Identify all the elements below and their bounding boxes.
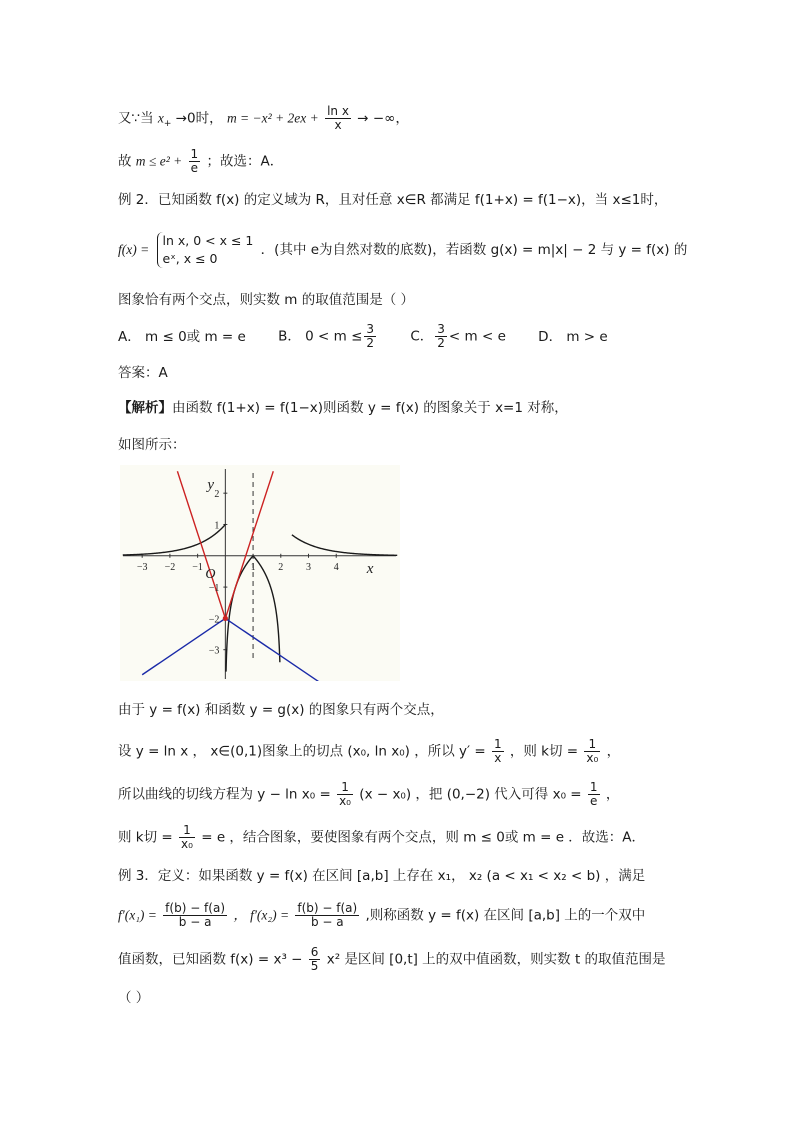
math-expression: f′(x₁) = bbox=[118, 907, 157, 923]
x-tick-label: 3 bbox=[306, 561, 312, 573]
text-line-13 bbox=[118, 824, 645, 851]
text-fragment: 例 3．定义：如果函数 y = f(x) 在区间 [a,b] 上存在 x₁， x₂ (a < x₁ < x₂ < b) ，满足 bbox=[118, 868, 646, 884]
text-line-1: 又∵当 $x_+ \to 0$时， m = −x² + 2ex + $\frac{\text{ln x}}{x}$ → −∞， bbox=[118, 104, 409, 132]
text-line-12 bbox=[118, 781, 619, 808]
text-line-15 bbox=[118, 902, 645, 929]
math-expression: m = −x² + 2ex + bbox=[226, 110, 319, 126]
y-tick-label: −3 bbox=[208, 645, 220, 657]
fraction: $\frac{1}{\text{x₀}}$ bbox=[339, 780, 351, 808]
text-fragment: 则 k切 = bbox=[118, 829, 173, 846]
math-expression: ， f′(x₂) = bbox=[233, 907, 290, 923]
text-fragment: 如图所示： bbox=[118, 437, 186, 453]
x-tick-label: −2 bbox=[164, 561, 176, 573]
analysis-heading: 【解析】 bbox=[118, 400, 172, 416]
fraction: $\frac{f(b) - f(a)}{b - a}$ bbox=[165, 901, 226, 929]
text-line-9 bbox=[118, 435, 186, 455]
text-fragment: 图象恰有两个交点，则实数 m 的取值范围是（ ） bbox=[118, 292, 415, 308]
fraction: $\frac{1}{e}$ bbox=[190, 147, 199, 175]
series-line bbox=[292, 535, 397, 556]
fraction: $\frac{1}{\text{x₀}}$ bbox=[586, 737, 599, 765]
piecewise-cases bbox=[157, 232, 254, 268]
text-fragment: 值函数，已知函数 f(x) = x³ − bbox=[118, 951, 303, 968]
function-graph bbox=[120, 465, 400, 681]
series-line bbox=[142, 619, 378, 681]
text-fragment: 例 2．已知函数 f(x) 的定义域为 R，且对任意 x∈R 都满足 f(1+x) = f(1−x)，当 x≤1时， bbox=[118, 192, 668, 208]
fraction: $\frac{1}{e}$ bbox=[589, 780, 598, 808]
case-1: ln x, 0 < x ≤ 1 bbox=[162, 233, 254, 248]
text-fragment: 由于 y = f(x) 和函数 y = g(x) 的图象只有两个交点， bbox=[118, 702, 444, 718]
text-line-16 bbox=[118, 946, 666, 973]
option-a: A． m ≤ 0或 m = e bbox=[118, 328, 246, 345]
math-expression: m ≤ e² + bbox=[135, 153, 183, 169]
fraction: $\frac{\text{ln x}}{x}$ bbox=[327, 104, 349, 132]
options-line bbox=[118, 323, 636, 350]
option-b: B． 0 < m ≤ $\frac{3}{2}$ bbox=[278, 322, 375, 350]
fraction: $\frac{6}{5}$ bbox=[310, 945, 319, 973]
y-tick-label: −1 bbox=[208, 583, 220, 595]
text-fragment: ,则称函数 y = f(x) 在区间 [a,b] 上的一个双中 bbox=[365, 907, 646, 924]
example-2-title bbox=[118, 190, 667, 210]
fraction: $\frac{f(b) - f(a)}{b - a}$ bbox=[297, 901, 358, 929]
x-tick-label: 4 bbox=[333, 561, 339, 573]
answer-line bbox=[118, 363, 168, 383]
x-tick-label: 1 bbox=[250, 561, 256, 573]
option-c: C． $\frac{3}{2}$ < m < e bbox=[410, 322, 506, 350]
text-fragment: ，则 k切 = bbox=[509, 743, 579, 760]
example-3-title bbox=[118, 866, 645, 886]
text-fragment: 设 y = ln x ， x∈(0,1)图象上的切点 (x₀, ln x₀) ，所以 y′ = bbox=[118, 743, 486, 760]
text-fragment: ， bbox=[606, 743, 621, 760]
math-expression: f(x) = bbox=[118, 242, 150, 257]
text-fragment: ；故选：A． bbox=[206, 153, 284, 170]
y-tick-label: −2 bbox=[208, 614, 220, 626]
x-tick-label: 2 bbox=[278, 561, 284, 573]
fraction: $\frac{1}{x}$ bbox=[493, 737, 502, 765]
y-axis-label: y bbox=[207, 477, 215, 493]
text-fragment: (x − x₀) ，把 (0,−2) 代入可得 x₀ = bbox=[359, 786, 582, 803]
text-line-11 bbox=[118, 738, 620, 765]
text-fragment: 又∵当 bbox=[118, 110, 154, 127]
text-fragment: 答案：A bbox=[118, 365, 168, 381]
text-fragment: ．(其中 e为自然对数的底数)，若函数 g(x) = m|x| − 2 与 y = f(x) 的 bbox=[260, 242, 688, 258]
text-line-4 bbox=[118, 232, 687, 268]
math-var: x bbox=[157, 110, 164, 126]
x-tick-label: −1 bbox=[192, 561, 203, 573]
series-line bbox=[123, 524, 226, 555]
y-tick-label: 2 bbox=[214, 489, 220, 501]
text-fragment: →0时， bbox=[175, 110, 223, 127]
tangent-point bbox=[223, 616, 228, 621]
option-d: D． m > e bbox=[538, 328, 608, 345]
fraction: $\frac{1}{\text{x₀}}$ bbox=[181, 823, 193, 851]
x-axis-label: x bbox=[366, 560, 374, 577]
origin-label: O bbox=[205, 566, 216, 582]
text-fragment: 由函数 f(1+x) = f(1−x)则函数 y = f(x) 的图象关于 x=1 对称， bbox=[172, 400, 568, 416]
text-fragment: 所以曲线的切线方程为 y − ln x₀ = bbox=[118, 786, 331, 803]
answer-bracket bbox=[118, 988, 149, 1008]
text-fragment: x² 是区间 [0,t] 上的双中值函数，则实数 t 的取值范围是 bbox=[326, 951, 666, 968]
y-tick-label: 1 bbox=[214, 520, 220, 532]
text-fragment: = e ，结合图象，要使图象有两个交点，则 m ≤ 0或 m = e ．故选：A． bbox=[201, 829, 646, 846]
analysis-line bbox=[118, 398, 568, 418]
text-fragment: （ ） bbox=[118, 990, 150, 1006]
case-2: eˣ, x ≤ 0 bbox=[162, 251, 218, 266]
text-fragment: 故 bbox=[118, 153, 132, 170]
x-tick-label: −3 bbox=[136, 561, 148, 573]
text-fragment: → −∞， bbox=[357, 110, 409, 127]
text-line-2 bbox=[118, 148, 283, 175]
text-line-10 bbox=[118, 700, 444, 720]
text-fragment: ， bbox=[605, 786, 620, 803]
text-line-5 bbox=[118, 290, 414, 310]
